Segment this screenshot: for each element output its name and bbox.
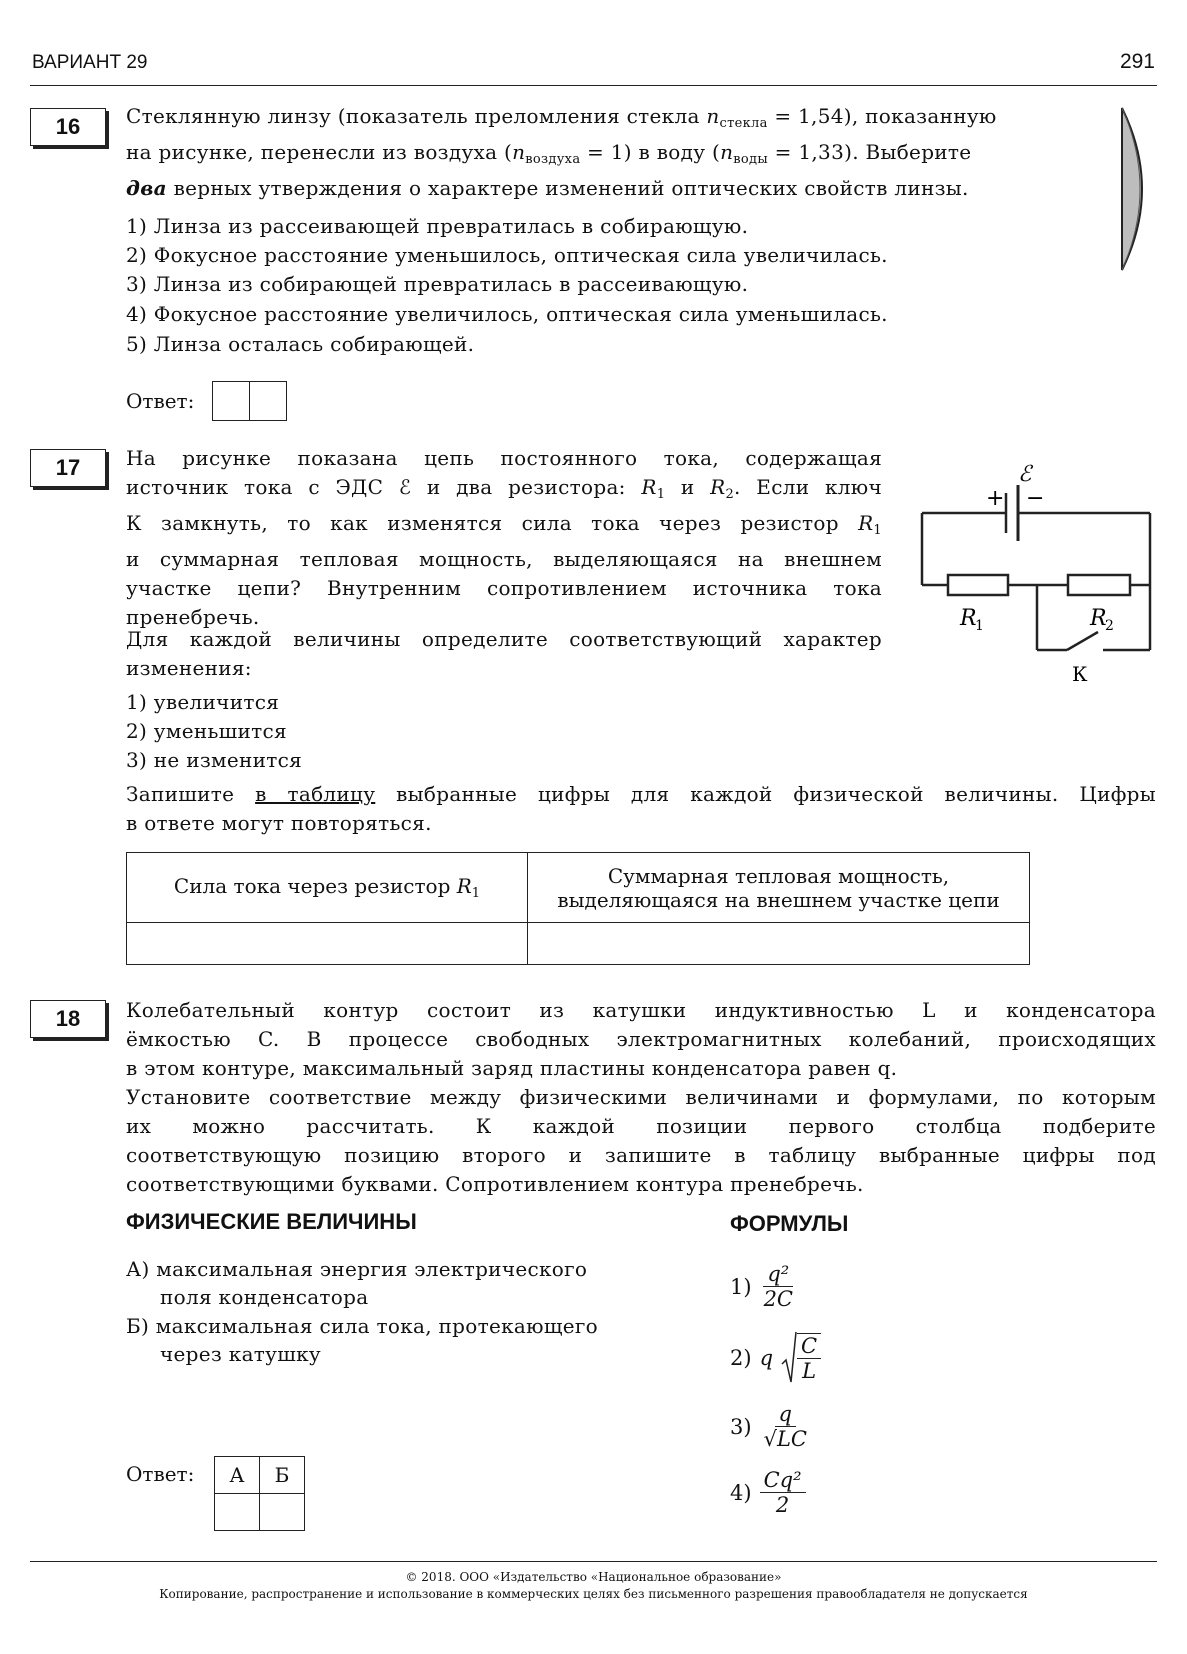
circuit-minus: − <box>1026 486 1045 511</box>
header-divider <box>30 85 1157 86</box>
formula-1-label: 1) <box>730 1274 752 1299</box>
q18-line2: ёмкостью C. В процессе свободных электромагнитных колебаний, происходящих <box>126 1027 1156 1051</box>
q17-r1-sub: 1 <box>656 487 666 502</box>
formula-2-denominator: L <box>802 1359 817 1383</box>
formula-3-numerator: q <box>775 1402 796 1427</box>
q16-sub-water: воды <box>733 152 768 167</box>
q17-line2b: и <box>665 475 711 499</box>
formula-1-denominator: 2C <box>763 1287 793 1311</box>
variant-label: ВАРИАНТ 29 <box>32 52 148 73</box>
question-17-number: 17 <box>30 449 106 487</box>
q16-line3: верных утверждения о характере изменений оптических свойств линзы. <box>166 176 969 200</box>
circuit-plus: + <box>986 486 1005 511</box>
question-16-text <box>126 102 1081 203</box>
q16-line2c: = 1,33). Выберите <box>767 140 972 164</box>
q17-answer-table <box>126 852 1030 965</box>
q18-item-b-line1: Б) максимальная сила тока, протекающего <box>126 1314 598 1338</box>
q17-table-header-2: Суммарная тепловая мощность, выделяющаяся на внешнем участке цепи <box>528 853 1030 923</box>
circuit-emf-label: ℰ <box>1018 462 1032 487</box>
q16-option-1: 1) Линза из рассеивающей превратилась в собирающую. <box>126 214 749 238</box>
q16-option-3: 3) Линза из собирающей превратилась в рассеивающую. <box>126 272 749 296</box>
q17-instr-a: Запишите <box>126 782 256 806</box>
q18-item-b-line2: через катушку <box>160 1342 321 1366</box>
formula-2-label: 2) <box>730 1346 752 1370</box>
formula-4-denominator: 2 <box>775 1493 790 1517</box>
q17-option-2: 2) уменьшится <box>126 719 287 743</box>
question-17-paragraph-2 <box>126 625 882 683</box>
q17-option-3: 3) не изменится <box>126 748 303 772</box>
q18-line5: их можно рассчитать. К каждой позиции первого столбца подберите <box>126 1114 1156 1138</box>
circuit-r1-sub: 1 <box>975 618 984 634</box>
page-number: 291 <box>1119 50 1155 73</box>
q17-line5: участке цепи? Внутренним сопротивлением источника тока <box>126 576 882 600</box>
q16-var-n3: n <box>720 140 734 164</box>
formula-3-label: 3) <box>730 1414 752 1439</box>
q18-line1: Колебательный контур состоит из катушки индуктивностью L и конденсатора <box>126 998 1156 1022</box>
circuit-r2-sub: 2 <box>1105 618 1114 634</box>
formula-1 <box>730 1262 797 1311</box>
q18-answer-label: Ответ: <box>126 1462 195 1486</box>
formula-3-denominator: √LC <box>763 1427 807 1451</box>
q18-item-a-line1: А) максимальная энергия электрического <box>126 1257 588 1281</box>
question-18-number: 18 <box>30 1000 106 1038</box>
footer-notice: Копирование, распространение и использование в коммерческих целях без письменного разрешения правообладателя не допускается <box>159 1587 1028 1601</box>
q17-r1: R <box>641 475 657 499</box>
q17-r1-b-sub: 1 <box>873 523 882 538</box>
q16-emphasis-two: два <box>126 176 167 200</box>
lens-icon <box>1118 104 1150 274</box>
q16-answer-label: Ответ: <box>126 389 195 413</box>
q18-line6: соответствующую позицию второго и запишите в таблицу выбранные цифры под <box>126 1143 1156 1167</box>
q17-option-1: 1) увеличится <box>126 690 280 714</box>
q17-instr-b: выбранные цифры для каждой физической величины. Цифры <box>375 782 1156 806</box>
q17-table-header-1: Сила тока через резистор $R_1$ <box>127 853 528 923</box>
q16-sub-glass: стекла <box>719 116 768 131</box>
q17-instr-underlined: в таблицу <box>255 782 376 806</box>
q16-answer-cell-1[interactable] <box>212 381 250 421</box>
formula-4-label: 4) <box>730 1480 752 1505</box>
q16-option-2: 2) Фокусное расстояние уменьшилось, оптическая сила увеличилась. <box>126 243 888 267</box>
circuit-key-label: К <box>1072 662 1088 685</box>
circuit-r1-label: R <box>960 606 977 631</box>
q17-line4: и суммарная тепловая мощность, выделяющаяся на внешнем <box>126 547 882 571</box>
q18-answer-cell-a[interactable] <box>215 1494 260 1531</box>
q16-line1-end: = 1,54), показанную <box>767 104 997 128</box>
q16-line2a: на рисунке, перенесли из воздуха ( <box>126 140 513 164</box>
q16-line1: Стеклянную линзу (показатель преломления стекла <box>126 104 700 128</box>
question-18-text <box>126 996 1156 1199</box>
q18-right-header: ФОРМУЛЫ <box>730 1211 849 1236</box>
formula-2 <box>730 1330 821 1386</box>
formula-1-numerator: q² <box>763 1262 793 1287</box>
circuit-diagram <box>910 455 1160 685</box>
q18-answer-header-b: Б <box>260 1457 305 1494</box>
q17-line2c: . Если ключ <box>734 475 882 499</box>
q17-instruction <box>126 780 1156 838</box>
q17-line1: На рисунке показана цепь постоянного тока, содержащая <box>126 446 882 470</box>
formula-2-numerator: C <box>797 1334 821 1359</box>
formula-4-numerator: Cq² <box>760 1468 806 1493</box>
q17-answer-cell-2[interactable] <box>528 923 1030 965</box>
q16-answer-cell-2[interactable] <box>249 381 287 421</box>
q18-answer-header-a: А <box>215 1457 260 1494</box>
footer-divider <box>30 1561 1157 1562</box>
q16-line2b: = 1) в воду ( <box>580 140 721 164</box>
q17-line2a: источник тока с ЭДС ℰ и два резистора: <box>126 475 642 499</box>
circuit-r2-label: R <box>1090 606 1107 631</box>
q17-instr-line2: в ответе могут повторяться. <box>126 811 432 835</box>
formula-2-prefix: q <box>759 1346 774 1370</box>
q16-sub-air: воздуха <box>525 152 581 167</box>
q18-answer-cell-b[interactable] <box>260 1494 305 1531</box>
q17-line6: пренебречь. <box>126 605 260 629</box>
q16-var-n2: n <box>512 140 526 164</box>
footer-copyright: © 2018. ООО «Издательство «Национальное образование» <box>405 1570 782 1584</box>
q18-item-a-line2: поля конденсатора <box>160 1285 369 1309</box>
q16-option-5: 5) Линза осталась собирающей. <box>126 332 475 356</box>
q17-para2-line2: изменения: <box>126 656 252 680</box>
q17-r1-b: R <box>858 511 874 535</box>
q18-answer-table <box>214 1456 305 1531</box>
q17-r2: R <box>710 475 726 499</box>
q16-option-4: 4) Фокусное расстояние увеличилось, оптическая сила уменьшилась. <box>126 302 888 326</box>
question-17-paragraph-1 <box>126 444 882 632</box>
q18-line7: соответствующими буквами. Сопротивлением контура пренебречь. <box>126 1172 864 1196</box>
q17-line3: К замкнуть, то как изменятся сила тока через резистор <box>126 511 859 535</box>
question-16-number: 16 <box>30 108 106 146</box>
formula-3 <box>730 1402 811 1451</box>
q18-line3: в этом контуре, максимальный заряд пластины конденсатора равен q. <box>126 1056 898 1080</box>
q16-var-n: n <box>706 104 720 128</box>
q18-line4: Установите соответствие между физическими величинами и формулами, по которым <box>126 1085 1156 1109</box>
q17-r2-sub: 2 <box>725 487 735 502</box>
formula-4 <box>730 1468 806 1517</box>
q17-para2-line1: Для каждой величины определите соответствующий характер <box>126 627 882 651</box>
sqrt-icon <box>781 1330 797 1386</box>
q17-answer-cell-1[interactable] <box>127 923 528 965</box>
q18-left-header: ФИЗИЧЕСКИЕ ВЕЛИЧИНЫ <box>126 1209 417 1234</box>
